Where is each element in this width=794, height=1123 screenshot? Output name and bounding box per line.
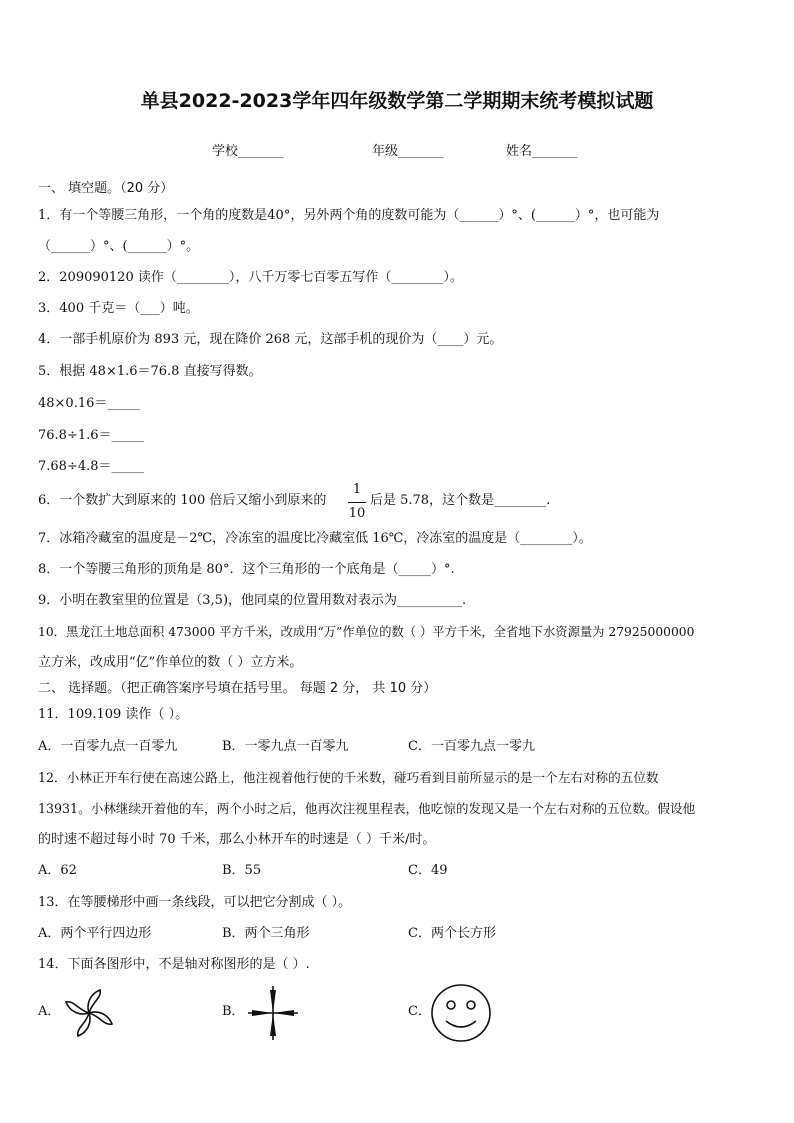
name-field: 姓名_______ [506,144,578,159]
question-11-option-b: B．一零九点一百零九 [222,739,349,754]
question-14-option-c: C． [408,1004,431,1019]
question-13-option-c: C．两个长方形 [408,926,496,941]
question-11-option-c: C．一百零九点一零九 [408,739,535,754]
cross-figure-icon [246,984,300,1042]
question-5a: 48×0.16＝_____ [38,396,140,411]
question-10-line-2: 立方米，改成用“亿”作单位的数（ ）立方米。 [38,655,303,670]
question-12-line-1: 12．小林正开车行使在高速公路上，他注视着他行使的千米数，碰巧看到目前所显示的是一个左右对称的五位数 [38,770,659,785]
question-4: 4．一部手机原价为 893 元，现在降价 268 元，这部手机的现价为（____）元。 [38,332,503,347]
school-field: 学校_______ [212,144,284,159]
question-8: 8．一个等腰三角形的顶角是 80°．这个三角形的一个底角是（_____）°. [38,562,455,577]
question-2: 2．209090120 读作（________），八千万零七百零五写作（________）。 [38,270,463,285]
fraction-bar [348,502,366,503]
page-title: 单县2022-2023学年四年级数学第二学期期末统考模拟试题 [140,90,654,112]
section-2-heading: 二、 选择题。（把正确答案序号填在括号里。 每题 2 分， 共 10 分） [38,681,437,696]
question-11-option-a: A．一百零九点一百零九 [38,739,178,754]
fraction-denominator: 10 [348,506,366,521]
smiley-face-icon [430,983,492,1043]
question-1-line-1: 1．有一个等腰三角形，一个角的度数是40°，另外两个角的度数可能为（______）°、(______）°，也可能为 [38,208,660,223]
question-12-option-b: B．55 [222,863,262,878]
question-6-part-2: 后是 5.78，这个数是________. [370,493,551,508]
question-1-line-2: （______）°、(______）°。 [38,239,200,254]
question-14-option-b: B． [222,1004,245,1019]
grade-field: 年级_______ [372,144,444,159]
question-12-option-a: A．62 [38,863,77,878]
question-14-option-a: A． [38,1004,61,1019]
question-11: 11．109.109 读作（ ）。 [38,707,189,722]
question-5b: 76.8÷1.6＝_____ [38,428,145,443]
question-9: 9．小明在教室里的位置是（3,5)，他同桌的位置用数对表示为__________. [38,593,467,608]
question-10-line-1: 10．黑龙江土地总面积 473000 平方千米，改成用“万”作单位的数（ ）平方千米，全省地下水资源量为 27925000000 [38,625,695,639]
question-7: 7．冰箱冷藏室的温度是－2℃，冷冻室的温度比冷藏室低 16℃，冷冻室的温度是（________）。 [38,531,592,546]
question-13: 13．在等腰梯形中画一条线段，可以把它分割成（ ）。 [38,895,352,910]
question-12-line-3: 的时速不超过每小时 70 千米，那么小林开车的时速是（ ）千米/时。 [38,832,436,847]
question-3: 3．400 千克＝（___）吨。 [38,301,199,316]
question-13-option-a: A．两个平行四边形 [38,926,152,941]
question-12-line-2: 13931。小林继续开着他的车，两个小时之后，他再次注视里程表，他吃惊的发现又是一个左右对称的五位数。假设他 [38,801,696,816]
question-12-option-c: C．49 [408,863,448,878]
question-6-part-1: 6．一个数扩大到原来的 100 倍后又缩小到原来的 [38,493,327,508]
question-5: 5．根据 48×1.6＝76.8 直接写得数。 [38,364,262,379]
question-13-option-b: B．两个三角形 [222,926,310,941]
fraction-numerator: 1 [352,482,362,497]
question-14: 14．下面各图形中，不是轴对称图形的是（ ）. [38,957,310,972]
section-1-heading: 一、 填空题。（20 分） [38,181,174,196]
pinwheel-figure-icon [62,986,116,1040]
question-5c: 7.68÷4.8＝_____ [38,459,145,474]
